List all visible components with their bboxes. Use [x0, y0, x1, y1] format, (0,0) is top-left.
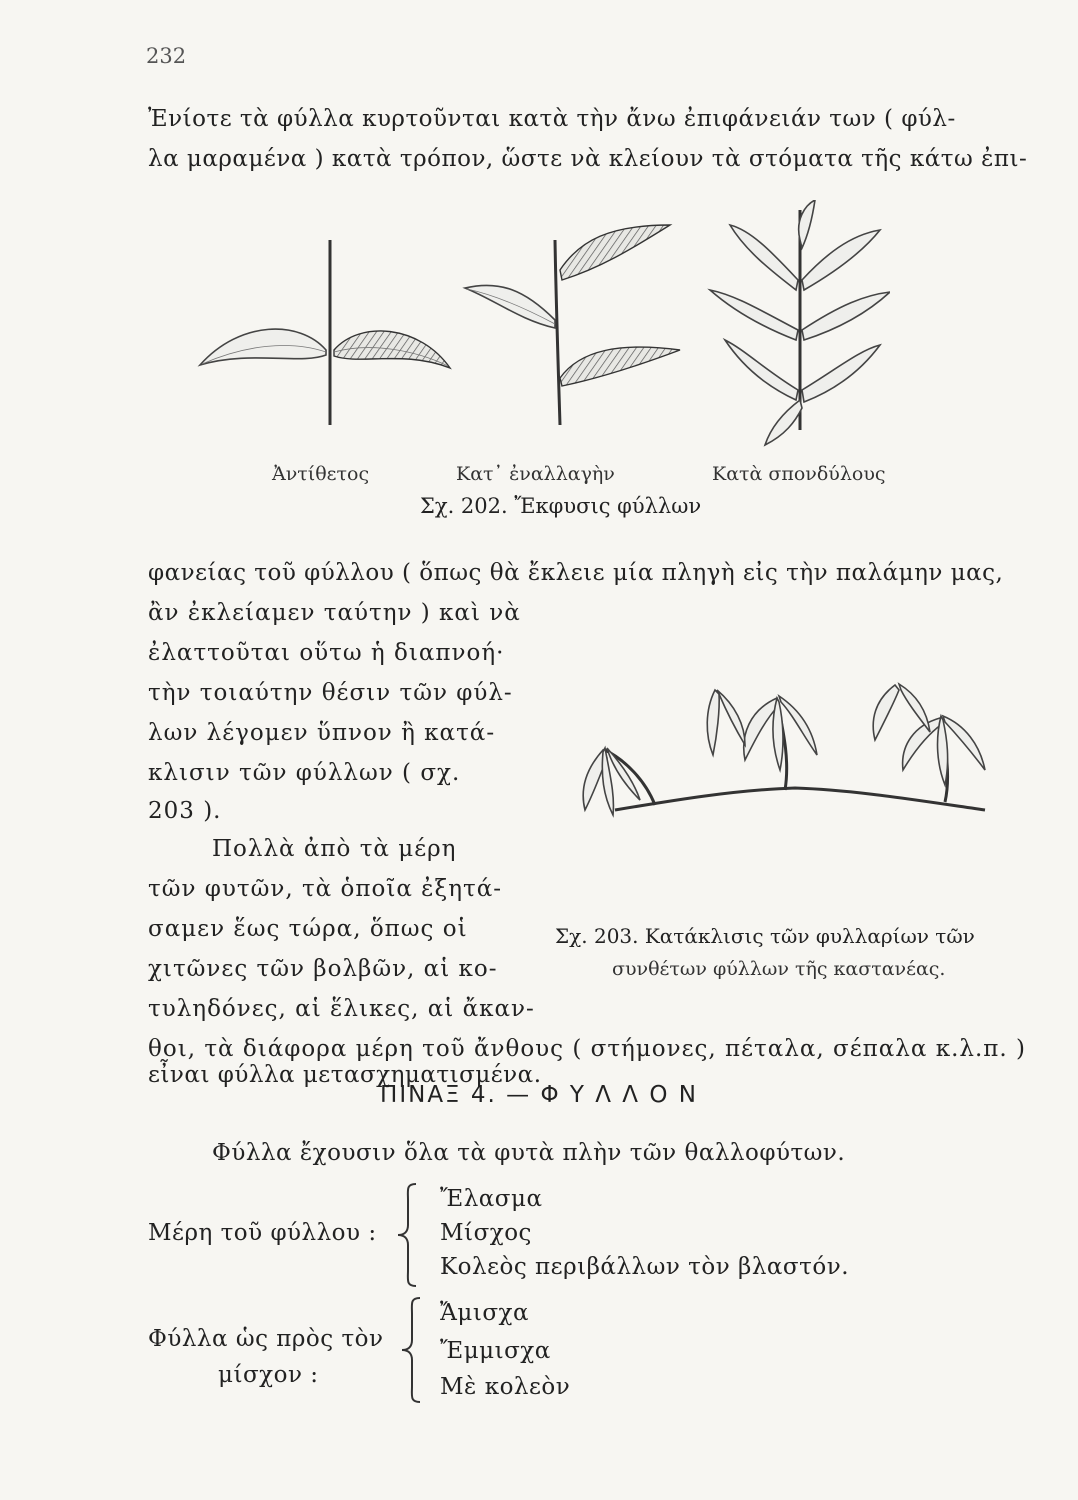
- group1-item-2: Μίσχος: [440, 1220, 532, 1246]
- label-opposite: Ἀντίθετος: [272, 463, 370, 485]
- group1-item-1: Ἔλασμα: [440, 1186, 543, 1212]
- whorled-leaves-drawing: [710, 200, 890, 445]
- table-heading: ΠΙΝΑΞ 4. — Φ Υ Λ Λ Ο Ν: [380, 1082, 698, 1108]
- label-alternate: Κατ᾽ ἐναλλαγὴν: [456, 463, 615, 485]
- wrapped-line-7: Πολλὰ ἀπὸ τὰ μέρη: [212, 836, 457, 862]
- paragraph-full-line: φανείας τοῦ φύλλου ( ὅπως θὰ ἔκλειε μία πληγὴ εἰς τὴν παλάμην μας,: [148, 560, 1004, 586]
- table-intro: Φύλλα ἔχουσιν ὅλα τὰ φυτὰ πλὴν τῶν θαλλοφύτων.: [212, 1140, 846, 1166]
- wrapped-line-5: κλισιν τῶν φύλλων ( σχ.: [148, 760, 461, 786]
- figure-203-illustration: [555, 650, 995, 850]
- group2-label-line-2: μίσχον :: [218, 1362, 319, 1388]
- drooping-leaflets-middle: [707, 690, 817, 770]
- paragraph-end-line-2: εἶναι φύλλα μετασχηματισμένα.: [148, 1062, 542, 1088]
- wrapped-line-2: ἐλαττοῦται οὕτω ἡ διαπνοή·: [148, 640, 505, 666]
- group2-item-3: Μὲ κολεὸν: [440, 1374, 571, 1400]
- wrapped-line-4: λων λέγομεν ὕπνον ἢ κατά-: [148, 720, 496, 746]
- drooping-leaflets-left: [583, 748, 640, 815]
- label-whorled: Κατὰ σπονδύλους: [712, 463, 886, 485]
- group1-item-3: Κολεὸς περιβάλλων τὸν βλαστόν.: [440, 1254, 849, 1280]
- wrapped-line-8: τῶν φυτῶν, τὰ ὁποῖα ἐξητά-: [148, 876, 502, 902]
- wrapped-line-11: τυληδόνες, αἱ ἕλικες, αἱ ἄκαν-: [148, 996, 535, 1022]
- group1-label: Μέρη τοῦ φύλλου :: [148, 1220, 377, 1246]
- group2-label-line-1: Φύλλα ὡς πρὸς τὸν: [148, 1326, 384, 1352]
- intro-line-2: λα μαραμένα ) κατὰ τρόπον, ὥστε νὰ κλείουν τὰ στόματα τῆς κάτω ἐπι-: [148, 146, 1028, 172]
- group2-brace: [398, 1294, 428, 1406]
- group2-item-1: Ἄμισχα: [440, 1300, 530, 1326]
- wrapped-line-10: χιτῶνες τῶν βολβῶν, αἱ κο-: [148, 956, 498, 982]
- figure-203-caption-line-1: Σχ. 203. Κατάκλισις τῶν φυλλαρίων τῶν: [555, 924, 975, 948]
- wrapped-line-3: τὴν τοιαύτην θέσιν τῶν φύλ-: [148, 680, 513, 706]
- wrapped-line-1: ἂν ἐκλείαμεν ταύτην ) καὶ νὰ: [148, 600, 521, 626]
- figure-202-illustration: [190, 200, 890, 460]
- figure-202-caption: Σχ. 202. Ἔκφυσις φύλλων: [420, 494, 702, 518]
- figure-203-caption-line-2: συνθέτων φύλλων τῆς καστανέας.: [612, 958, 946, 980]
- group1-brace: [394, 1180, 424, 1290]
- paragraph-end-line-1: θοι, τὰ διάφορα μέρη τοῦ ἄνθους ( στήμονες, πέταλα, σέπαλα κ.λ.π. ): [148, 1036, 1027, 1062]
- alternate-leaves-drawing: [465, 225, 680, 425]
- drooping-leaflets-right: [873, 684, 985, 785]
- wrapped-line-9: σαμεν ἕως τώρα, ὅπως οἱ: [148, 916, 468, 942]
- page-number: 232: [146, 44, 187, 68]
- group2-item-2: Ἔμμισχα: [440, 1338, 551, 1364]
- intro-line-1: Ἐνίοτε τὰ φύλλα κυρτοῦνται κατὰ τὴν ἄνω ἐπιφάνειάν των ( φύλ-: [148, 106, 956, 132]
- opposite-leaves-drawing: [200, 240, 450, 425]
- wrapped-line-6: 203 ).: [148, 798, 222, 824]
